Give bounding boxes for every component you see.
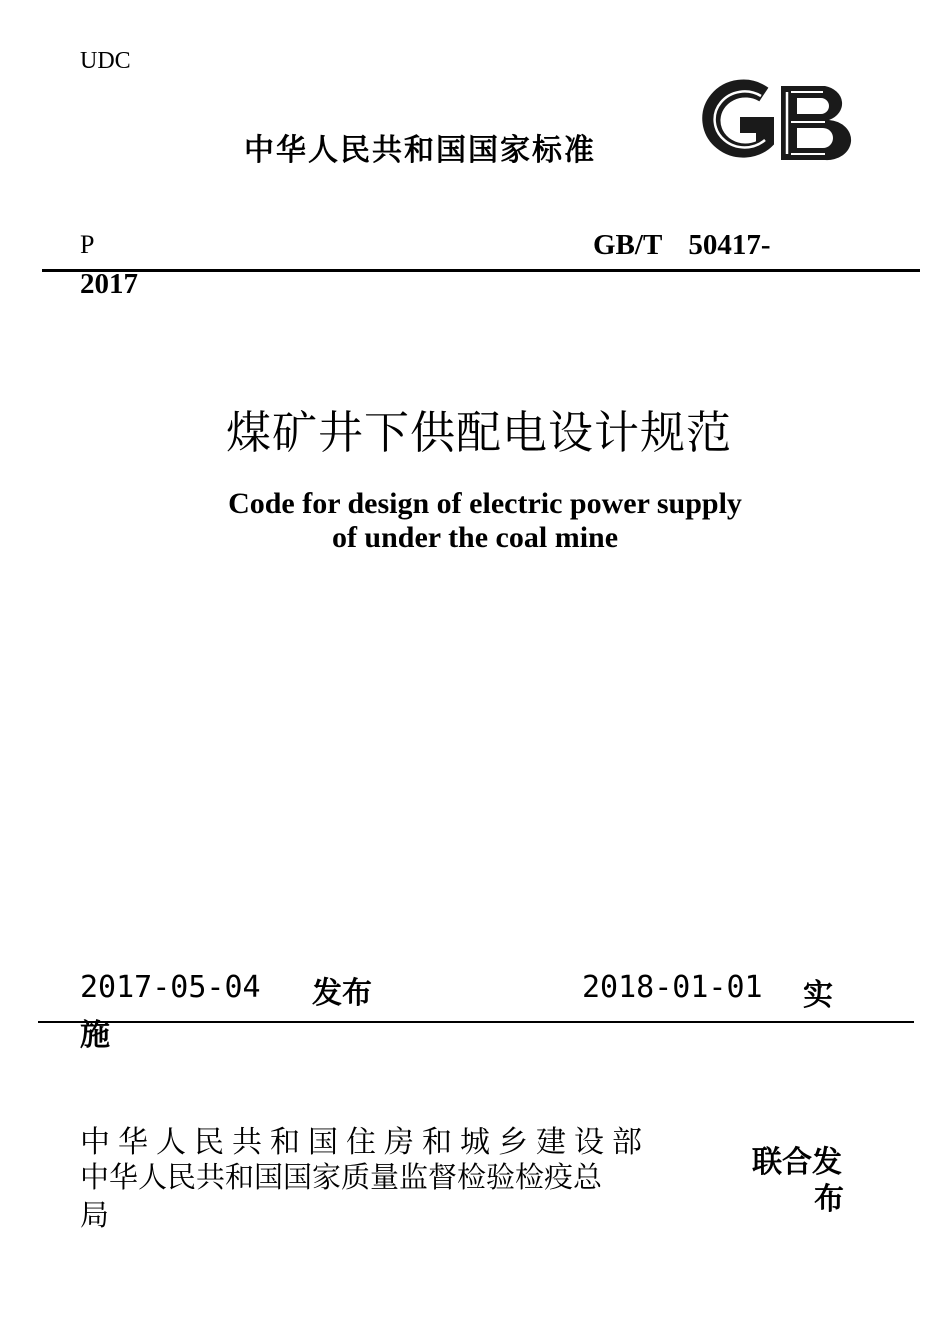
- implement-label-part2: 施: [80, 1018, 110, 1053]
- title-english-line2: of under the coal mine: [331, 521, 619, 554]
- udc-label: UDC: [80, 48, 131, 74]
- issuer-line3: 局: [80, 1198, 110, 1232]
- standard-code: GB/T: [593, 229, 663, 261]
- header-divider: [42, 269, 920, 272]
- implement-label-part1: 实: [803, 978, 833, 1013]
- issue-label: 发布: [312, 976, 372, 1011]
- gb-logo: [697, 78, 857, 166]
- standard-year: 2017: [80, 268, 138, 300]
- issuer-line2: 中华人民共和国国家质量监督检验检疫总: [80, 1160, 603, 1194]
- gb-logo-b: [781, 86, 851, 160]
- title-chinese: 煤矿井下供配电设计规范: [225, 406, 732, 459]
- standard-number: [593, 229, 770, 262]
- joint-issue-part1: 联合发: [752, 1145, 842, 1180]
- footer-divider: [38, 1021, 914, 1023]
- category-code: P: [80, 230, 95, 259]
- issue-date: 2017-05-04: [80, 970, 261, 1005]
- standard-number-part: 50417-: [688, 229, 771, 261]
- implement-date: 2018-01-01: [582, 970, 763, 1005]
- national-standard-heading: 中华人民共和国国家标准: [244, 133, 596, 168]
- title-english-line1: Code for design of electric power supply: [228, 487, 742, 520]
- issuer-line1: 中华人民共和国住房和城乡建设部: [80, 1125, 650, 1160]
- joint-issue-part2: 布: [814, 1182, 844, 1217]
